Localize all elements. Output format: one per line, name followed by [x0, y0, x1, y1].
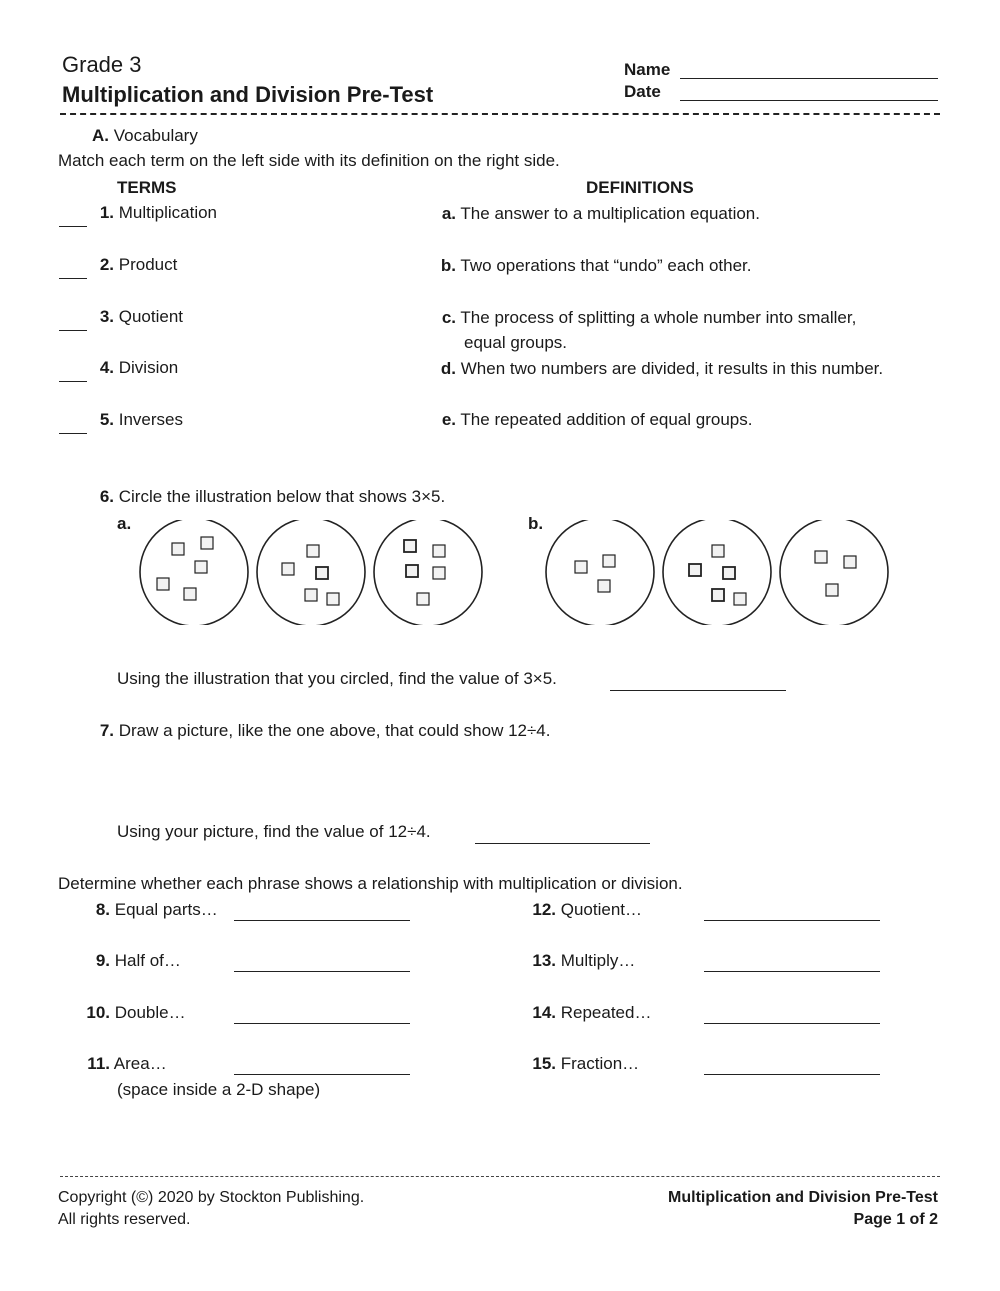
- footer-copyright: Copyright (©) 2020 by Stockton Publishing.: [58, 1189, 365, 1206]
- footer-title: Multiplication and Division Pre-Test: [668, 1189, 938, 1206]
- square-item: [327, 593, 339, 605]
- option-b-label: b.: [528, 514, 544, 533]
- term-5-answer[interactable]: [59, 415, 87, 434]
- square-item: [157, 578, 169, 590]
- definitions-header: DEFINITIONS: [586, 178, 694, 197]
- terms-header: TERMS: [117, 178, 177, 197]
- term-1-answer[interactable]: [59, 208, 87, 227]
- square-item: [734, 593, 746, 605]
- definition-e: e. The repeated addition of equal groups.: [441, 410, 753, 429]
- footer-rights: All rights reserved.: [58, 1211, 191, 1228]
- definition-b: b. Two operations that “undo” each other.: [440, 256, 752, 275]
- term-2: 2. Product: [99, 255, 178, 274]
- square-item: [195, 561, 207, 573]
- phrase-15: 15. Fraction…: [532, 1054, 640, 1073]
- square-item: [826, 584, 838, 596]
- question-7: 7. Draw a picture, like the one above, that could show 12÷4.: [99, 721, 551, 740]
- term-5: 5. Inverses: [99, 410, 183, 429]
- square-item: [305, 589, 317, 601]
- square-item: [282, 563, 294, 575]
- question-6-followup: Using the illustration that you circled, find the value of 3×5.: [117, 669, 557, 688]
- square-item: [316, 567, 328, 579]
- section-a-title: Vocabulary: [113, 126, 198, 145]
- illustration-a[interactable]: [135, 520, 490, 625]
- square-item: [815, 551, 827, 563]
- term-3-answer[interactable]: [59, 312, 87, 331]
- phrase-10: 10. Double…: [86, 1003, 186, 1022]
- footer-divider: [60, 1176, 940, 1177]
- term-4-answer[interactable]: [59, 363, 87, 382]
- section-a-letter: A.: [92, 126, 109, 145]
- illustration-b[interactable]: [544, 520, 894, 625]
- phrase-14: 14. Repeated…: [532, 1003, 652, 1022]
- name-label: Name: [624, 60, 671, 79]
- phrase-14-answer[interactable]: [704, 1005, 880, 1024]
- group-circle: [780, 520, 888, 625]
- square-item: [184, 588, 196, 600]
- phrase-8: 8. Equal parts…: [95, 900, 218, 919]
- phrase-9-answer[interactable]: [234, 953, 410, 972]
- question-7-followup: Using your picture, find the value of 12÷4.: [117, 822, 431, 841]
- square-item: [406, 565, 418, 577]
- square-item: [603, 555, 615, 567]
- phrase-11-answer[interactable]: [234, 1056, 410, 1075]
- square-item: [201, 537, 213, 549]
- phrase-10-answer[interactable]: [234, 1005, 410, 1024]
- header-divider: [60, 113, 940, 115]
- term-1: 1. Multiplication: [99, 203, 217, 222]
- square-item: [417, 593, 429, 605]
- group-circle: [374, 520, 482, 625]
- phrase-13-answer[interactable]: [704, 953, 880, 972]
- definition-a: a. The answer to a multiplication equation.: [441, 204, 760, 223]
- phrase-11: 11. Area…: [87, 1054, 167, 1073]
- phrase-13: 13. Multiply…: [532, 951, 636, 970]
- option-a-label: a.: [117, 514, 132, 533]
- phrase-8-answer[interactable]: [234, 902, 410, 921]
- square-item: [689, 564, 701, 576]
- name-field[interactable]: [680, 60, 938, 79]
- phrase-12: 12. Quotient…: [532, 900, 642, 919]
- square-item: [307, 545, 319, 557]
- group-circle: [546, 520, 654, 625]
- grade-label: Grade 3: [62, 52, 142, 77]
- phrase-9: 9. Half of…: [95, 951, 181, 970]
- group-circle: [257, 520, 365, 625]
- square-item: [598, 580, 610, 592]
- phrase-15-answer[interactable]: [704, 1056, 880, 1075]
- definition-d: d. When two numbers are divided, it results in this number.: [440, 359, 884, 378]
- phrases-instructions: Determine whether each phrase shows a relationship with multiplication or division.: [58, 874, 683, 893]
- square-item: [844, 556, 856, 568]
- page-title: Multiplication and Division Pre-Test: [62, 82, 434, 107]
- question-7-answer[interactable]: [475, 825, 650, 844]
- group-circle: [663, 520, 771, 625]
- square-item: [712, 589, 724, 601]
- square-item: [575, 561, 587, 573]
- term-4: 4. Division: [99, 358, 179, 377]
- term-2-answer[interactable]: [59, 260, 87, 279]
- square-item: [172, 543, 184, 555]
- phrase-11-note: (space inside a 2-D shape): [117, 1080, 321, 1099]
- square-item: [723, 567, 735, 579]
- date-label: Date: [624, 82, 661, 101]
- square-item: [433, 545, 445, 557]
- question-6-answer[interactable]: [610, 672, 786, 691]
- square-item: [712, 545, 724, 557]
- section-a-instructions: Match each term on the left side with its definition on the right side.: [58, 151, 560, 170]
- group-circle: [140, 520, 248, 625]
- definition-c-line2: equal groups.: [464, 333, 568, 352]
- date-field[interactable]: [680, 82, 938, 101]
- square-item: [404, 540, 416, 552]
- question-6: 6. Circle the illustration below that shows 3×5.: [99, 487, 446, 506]
- section-a-heading: [92, 126, 198, 146]
- phrase-12-answer[interactable]: [704, 902, 880, 921]
- term-3: 3. Quotient: [99, 307, 183, 326]
- footer-page-number: Page 1 of 2: [853, 1211, 938, 1228]
- square-item: [433, 567, 445, 579]
- definition-c: c. The process of splitting a whole number into smaller,: [441, 308, 857, 327]
